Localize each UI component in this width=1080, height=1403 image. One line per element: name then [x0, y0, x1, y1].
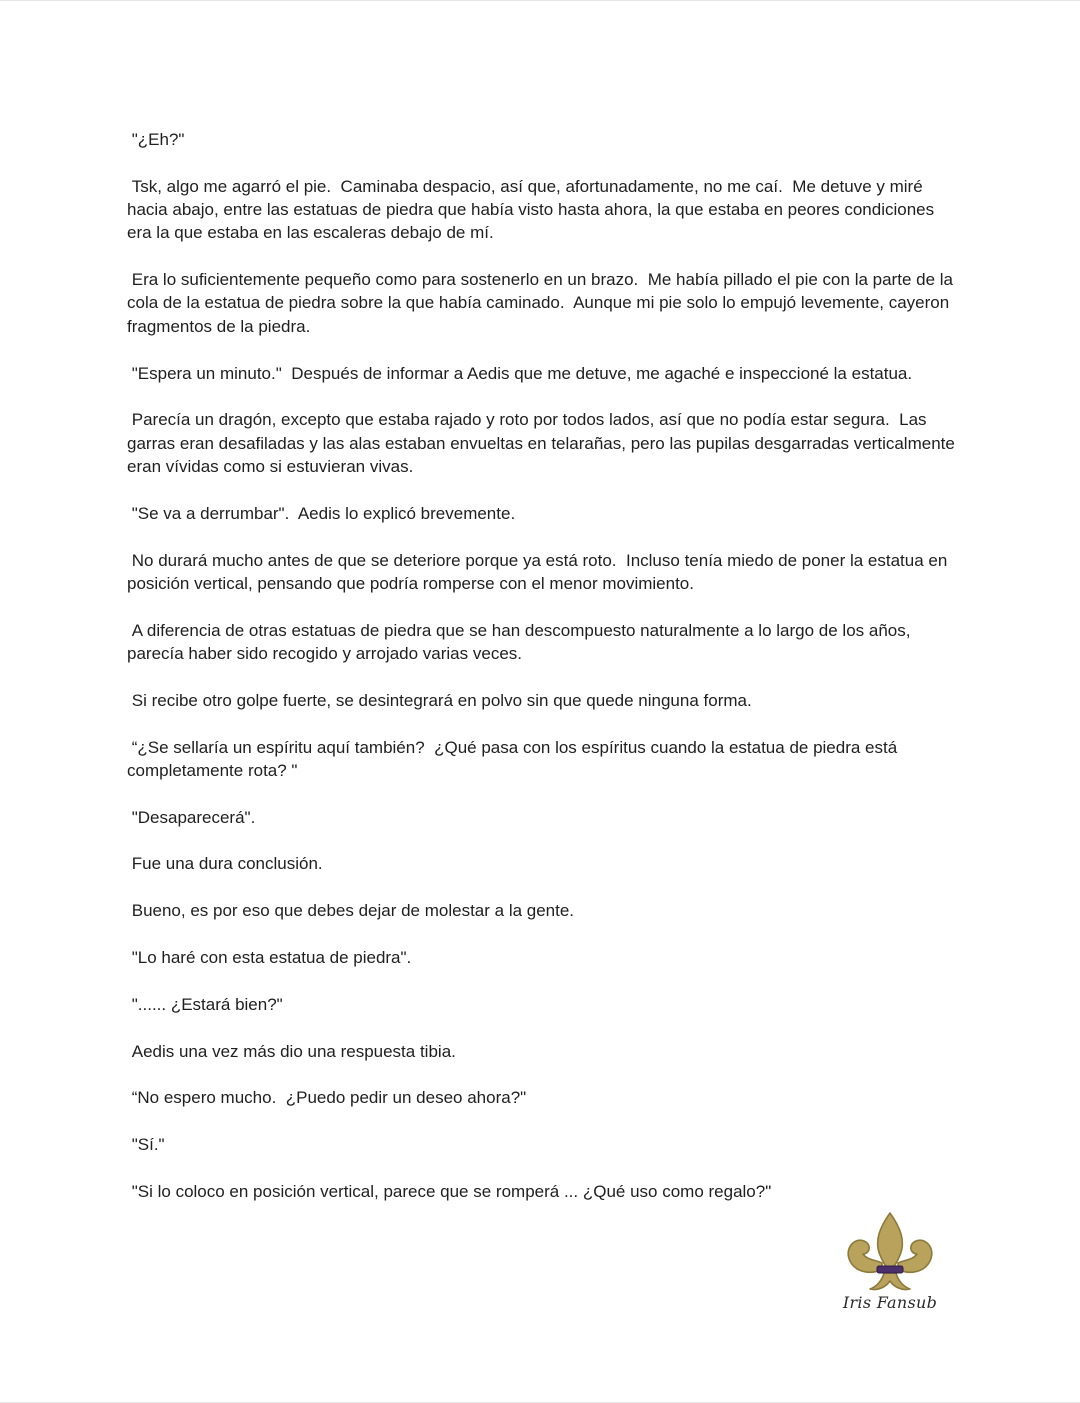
paragraph: "Desaparecerá". [127, 807, 256, 827]
paragraph: A diferencia de otras estatuas de piedra que se han descompuesto naturalmente a lo largo de los años, parecía haber sido recogido y arrojado varias veces. [127, 620, 916, 663]
paragraph: "Si lo coloco en posición vertical, parece que se romperá ... ¿Qué uso como regalo?" [127, 1182, 772, 1202]
paragraph: "...... ¿Estará bien?" [127, 994, 283, 1014]
paragraph: "Se va a derrumbar". Aedis lo explicó brevemente. [127, 503, 516, 523]
paragraph: Aedis una vez más dio una respuesta tibia. [127, 1041, 456, 1061]
paragraph: Si recibe otro golpe fuerte, se desintegrará en polvo sin que quede ninguna forma. [127, 690, 752, 710]
paragraph: "¿Eh?" [127, 130, 185, 149]
paragraph: “No espero mucho. ¿Puedo pedir un deseo ahora?" [127, 1088, 527, 1108]
watermark-logo [838, 1209, 942, 1321]
paragraph: Tsk, algo me agarró el pie. Caminaba despacio, así que, afortunadamente, no me caí. Me detuve y miré hacia abajo, entre las estatuas de piedra que había visto hasta ahora, la que estaba en peores condiciones era la que estaba en las escaleras debajo de mí. [127, 176, 939, 243]
paragraph: "Espera un minuto." Después de informar a Aedis que me detuve, me agaché e inspeccioné la estatua. [127, 363, 913, 383]
paragraph: "Lo haré con esta estatua de piedra". [127, 948, 412, 968]
paragraph: “¿Se sellaría un espíritu aquí también? ¿Qué pasa con los espíritus cuando la estatua de piedra está completamente rota? " [127, 737, 902, 780]
document-body [127, 128, 960, 1227]
paragraph: No durará mucho antes de que se deteriore porque ya está roto. Incluso tenía miedo de poner la estatua en posición vertical, pensando que podría romperse con el menor movimiento. [127, 550, 953, 593]
paragraph: Era lo suficientemente pequeño como para sostenerlo en un brazo. Me había pillado el pie con la parte de la cola de la estatua de piedra sobre la que había caminado. Aunque mi pie solo lo empujó levemente, cayeron fragmentos de la piedra. [127, 270, 958, 336]
watermark-text: Iris Fansub [842, 1293, 938, 1312]
fleur-de-lis-icon [844, 1211, 936, 1295]
paragraph: "Sí." [127, 1135, 165, 1155]
paragraph: Parecía un dragón, excepto que estaba rajado y roto por todos lados, así que no podía estar segura. Las garras eran desafiladas y las alas estaban envueltas en telarañas, pero las pupilas desgarradas verticalmente eran vívidas como si estuvieran vivas. [127, 410, 960, 476]
paragraph: Bueno, es por eso que debes dejar de molestar a la gente. [127, 901, 575, 921]
paragraph: Fue una dura conclusión. [127, 854, 323, 874]
